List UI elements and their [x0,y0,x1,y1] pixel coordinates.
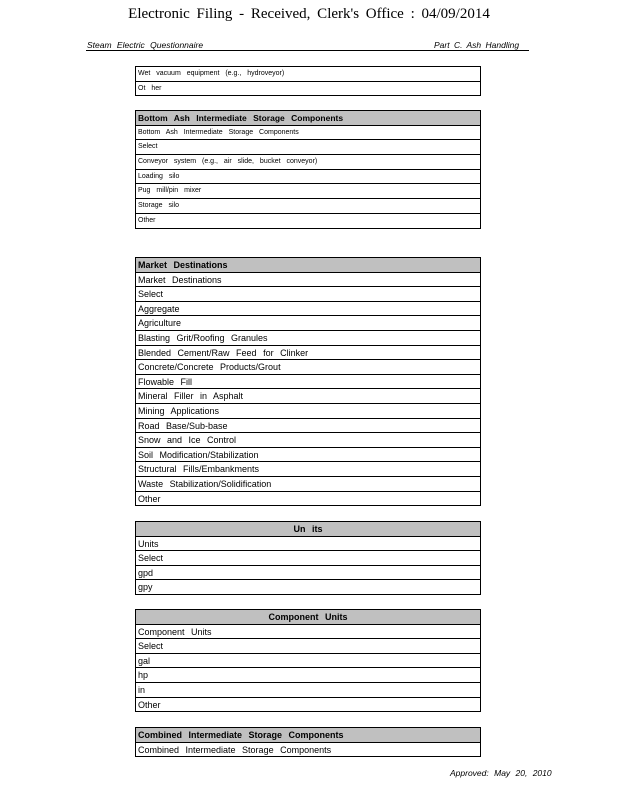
table-row: Other [136,492,480,507]
table-row: Mining Applications [136,404,480,419]
table-row: gpy [136,580,480,595]
table-row: Soil Modification/Stabilization [136,448,480,463]
table-row: Combined Intermediate Storage Components [136,743,480,758]
table-row: Agriculture [136,316,480,331]
table-row: Loading silo [136,170,480,185]
table-row: Units [136,537,480,552]
table-row: Mineral Filler in Asphalt [136,389,480,404]
table-row: Structural Fills/Embankments [136,462,480,477]
table-row: Wet vacuum equipment (e.g., hydroveyor) [136,67,480,82]
units-table [135,521,481,595]
table-row: gpd [136,566,480,581]
questionnaire-title: Steam Electric Questionnaire [87,40,204,50]
bottom-ash-storage-table [135,110,481,229]
table-row: Select [136,140,480,155]
table-row: Pug mill/pin mixer [136,184,480,199]
table-row: Aggregate [136,302,480,317]
table-header: Bottom Ash Intermediate Storage Components [136,111,480,126]
table-row: Snow and Ice Control [136,433,480,448]
table-row: Blended Cement/Raw Feed for Clinker [136,346,480,361]
table-row: Bottom Ash Intermediate Storage Components [136,126,480,141]
header-divider [86,50,529,51]
table-row: hp [136,668,480,683]
table-row: gal [136,654,480,669]
table-header: Component Units [136,610,480,625]
table-header: Market Destinations [136,258,480,273]
section-title: Part C. Ash Handling [434,40,520,50]
combined-storage-table [135,727,481,757]
table-row: Other [136,214,480,229]
table-row: Concrete/Concrete Products/Grout [136,360,480,375]
table-row: Waste Stabilization/Solidification [136,477,480,492]
table-row: Select [136,551,480,566]
market-destinations-table [135,257,481,506]
table-row: Blasting Grit/Roofing Granules [136,331,480,346]
table-row: Market Destinations [136,273,480,288]
table-row: Flowable Fill [136,375,480,390]
component-units-table [135,609,481,712]
filing-stamp: Electronic Filing - Received, Clerk's Office : 04/09/2014 [128,6,490,22]
table-row: Component Units [136,625,480,640]
table-row: in [136,683,480,698]
table-row: Conveyor system (e.g., air slide, bucket conveyor) [136,155,480,170]
table-row: Select [136,639,480,654]
table-row: Select [136,287,480,302]
table-row: Road Base/Sub-base [136,419,480,434]
table-header: Un its [136,522,480,537]
table-header: Combined Intermediate Storage Components [136,728,480,743]
ash-handling-table [135,66,481,96]
table-row: Ot her [136,82,480,97]
table-row: Storage silo [136,199,480,214]
table-row: Other [136,698,480,713]
approval-date: Approved: May 20, 2010 [450,768,552,778]
